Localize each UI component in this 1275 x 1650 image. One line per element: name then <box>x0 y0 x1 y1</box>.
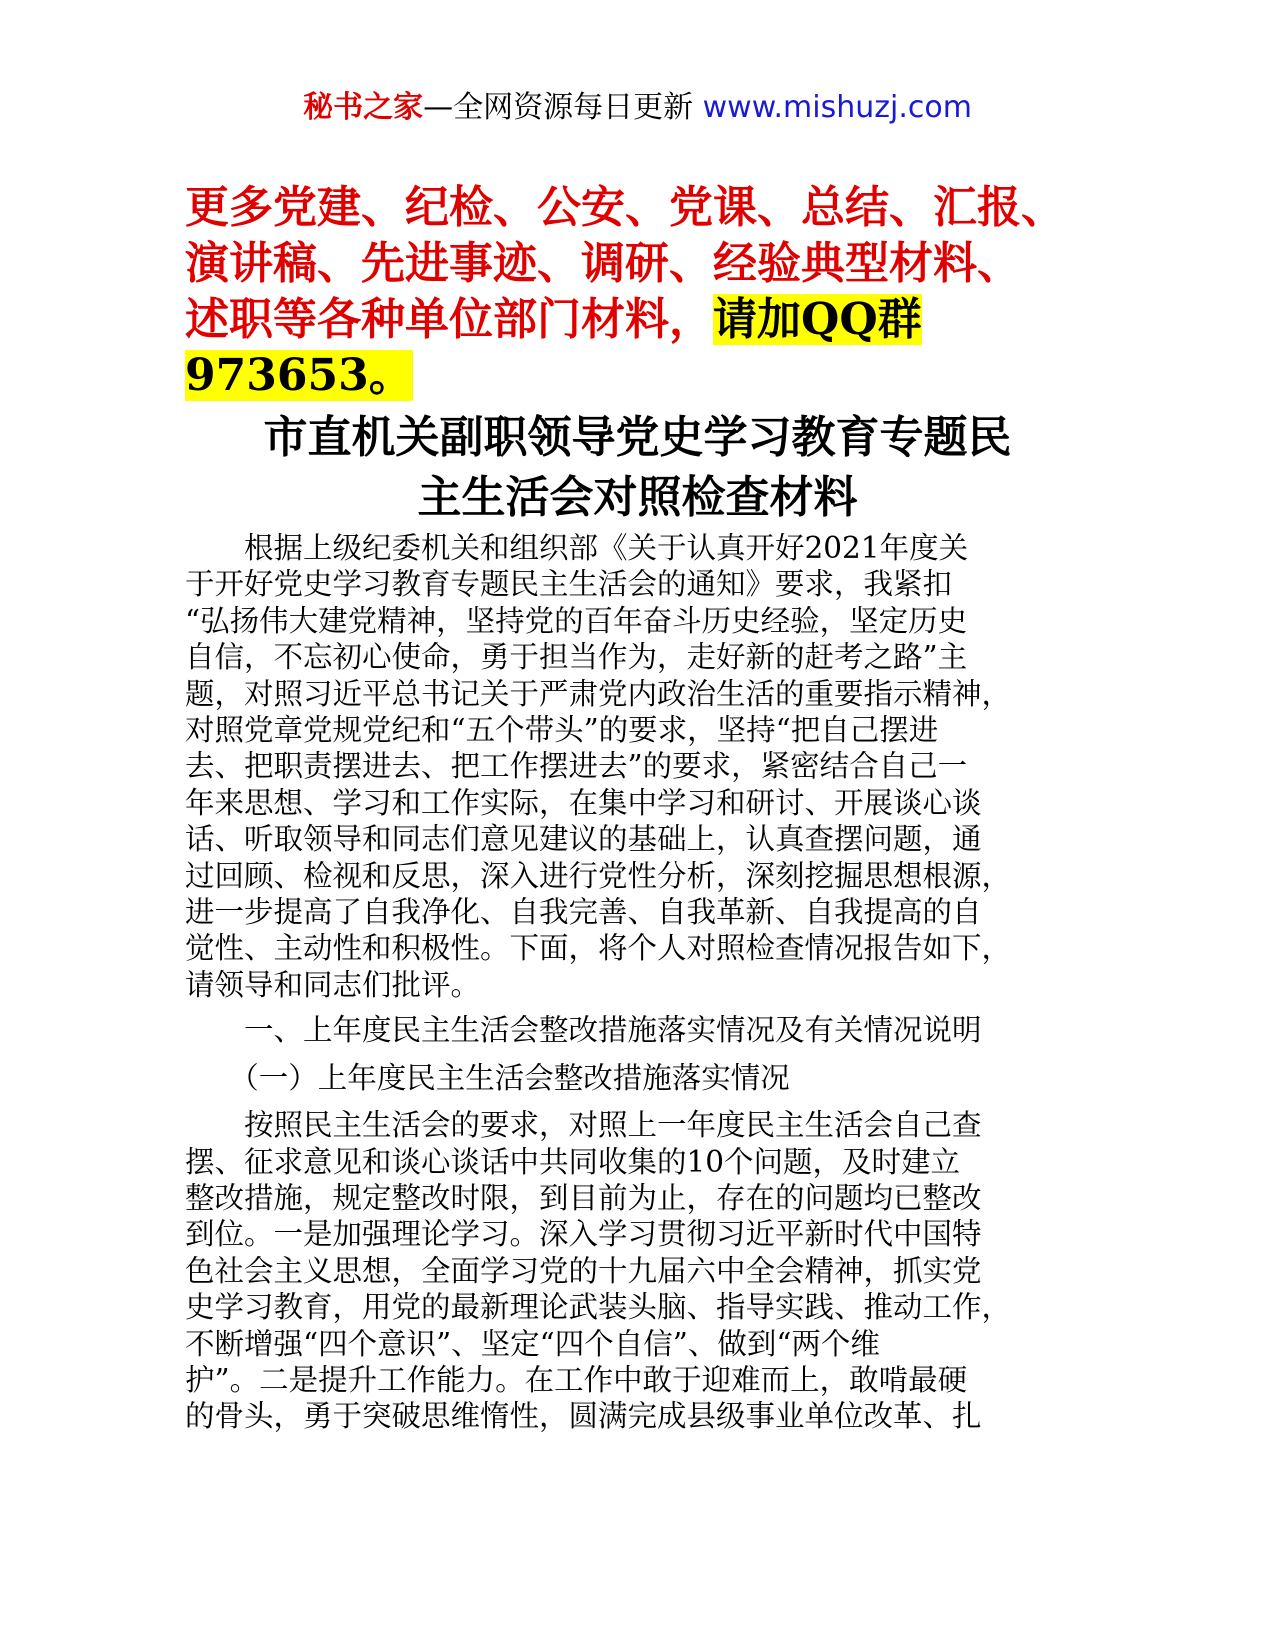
text-line: 摆、征求意见和谈心谈话中共同收集的10个问题，及时建立 <box>185 1144 961 1179</box>
site-name: 秘书之家 <box>303 90 424 125</box>
text-line: 对照党章党规党纪和“五个带头”的要求，坚持“把自己摆进 <box>185 713 939 748</box>
text-line: 史学习教育，用党的最新理论武装头脑、指导实践、推动工作， <box>185 1290 1012 1325</box>
text-line: 到位。一是加强理论学习。深入学习贯彻习近平新时代中国特 <box>185 1217 982 1252</box>
text-line: 过回顾、检视和反思，深入进行党性分析，深刻挖掘思想根源， <box>185 858 1012 893</box>
section-heading-2 <box>185 1060 1090 1096</box>
promo-qq-highlight: 请加QQ群 <box>713 294 922 345</box>
text-line: 整改措施，规定整改时限，到目前为止，存在的问题均已整改 <box>185 1180 982 1215</box>
title-line: 主生活会对照检查材料 <box>417 472 858 523</box>
text-line: 请领导和同志们批评。 <box>185 967 481 1002</box>
text-line: 护”。二是提升工作能力。在工作中敢于迎难而上，敢啃最硬 <box>185 1362 968 1397</box>
site-url-link[interactable]: www.mishuzj.com <box>702 90 972 125</box>
promo-line: 演讲稿、先进事迹、调研、经验典型材料、 <box>185 238 1021 289</box>
document-body <box>185 530 1090 1444</box>
text-line: 按照民主生活会的要求，对照上一年度民主生活会自己查 <box>185 1108 982 1143</box>
text-line: 于开好党史学习教育专题民主生活会的通知》要求，我紧扣 <box>185 567 953 602</box>
site-slogan: —全网资源每日更新 <box>423 90 694 125</box>
promo-line: 更多党建、纪检、公安、党课、总结、汇报、 <box>185 182 1065 233</box>
text-line: 题，对照习近平总书记关于严肃党内政治生活的重要指示精神， <box>185 676 1012 711</box>
paragraph-rectification <box>185 1107 1090 1435</box>
text-line: 色社会主义思想，全面学习党的十九届六中全会精神，抓实党 <box>185 1253 982 1288</box>
site-header <box>0 88 1275 128</box>
text-line: 觉性、主动性和积极性。下面，将个人对照检查情况报告如下， <box>185 931 1012 966</box>
text-line: 自信，不忘初心使命，勇于担当作为，走好新的赶考之路”主 <box>185 640 968 675</box>
title-line: 市直机关副职领导党史学习教育专题民 <box>263 412 1012 463</box>
text-line: 去、把职责摆进去、把工作摆进去”的要求，紧密结合自己一 <box>185 749 968 784</box>
text-line: 年来思想、学习和工作实际，在集中学习和研讨、开展谈心谈 <box>185 785 982 820</box>
promo-banner <box>185 180 1105 404</box>
heading-text: （一）上年度民主生活会整改措施落实情况 <box>185 1060 790 1095</box>
text-line: 的骨头，勇于突破思维惰性，圆满完成县级事业单位改革、扎 <box>185 1399 982 1434</box>
text-line: “弘扬伟大建党精神，坚持党的百年奋斗历史经验，坚定历史 <box>185 603 968 638</box>
text-line: 根据上级纪委机关和组织部《关于认真开好2021年度关 <box>185 531 969 565</box>
promo-line <box>185 292 1105 348</box>
heading-text: 一、上年度民主生活会整改措施落实情况及有关情况说明 <box>185 1013 982 1048</box>
promo-line-text: 述职等各种单位部门材料， <box>185 294 713 345</box>
section-heading-1 <box>185 1012 1090 1048</box>
text-line: 话、听取领导和同志们意见建议的基础上，认真查摆问题，通 <box>185 822 982 857</box>
document-title <box>185 408 1090 528</box>
text-line: 进一步提高了自我净化、自我完善、自我革新、自我提高的自 <box>185 895 982 930</box>
promo-qq-number: 973653。 <box>185 350 413 401</box>
text-line: 不断增强“四个意识”、坚定“四个自信”、做到“两个维 <box>185 1326 880 1361</box>
promo-line <box>185 348 1105 404</box>
paragraph-intro <box>185 530 1090 1003</box>
